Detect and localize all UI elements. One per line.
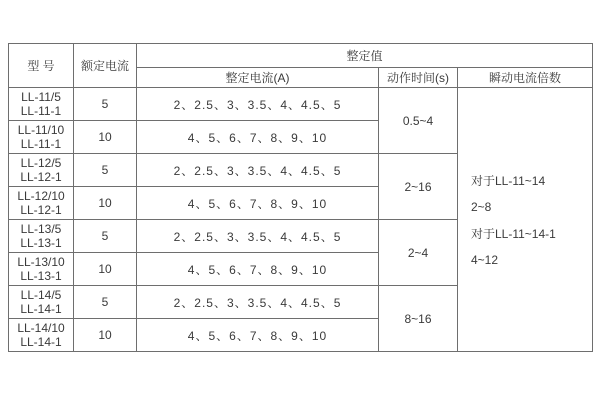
rated-current-cell: 5 (74, 154, 137, 187)
rated-current-cell: 5 (74, 286, 137, 319)
model-line1: LL-12/10 (17, 189, 65, 203)
model-line2: LL-13-1 (20, 269, 62, 283)
model-line2: LL-13-1 (20, 236, 62, 250)
setting-current-cell: 2、2.5、3、3.5、4、4.5、5 (137, 154, 379, 187)
rated-current-cell: 10 (74, 187, 137, 220)
model-cell (9, 154, 74, 187)
model-cell (9, 319, 74, 352)
model-line1: LL-14/10 (17, 321, 65, 335)
instant-multiple-cell (458, 88, 593, 352)
operate-time-cell: 0.5~4 (379, 88, 458, 154)
operate-time-cell: 2~4 (379, 220, 458, 286)
table-row (9, 88, 593, 121)
operate-time-cell: 8~16 (379, 286, 458, 352)
model-line1: LL-13/10 (17, 255, 65, 269)
rated-current-cell: 5 (74, 220, 137, 253)
setting-current-cell: 2、2.5、3、3.5、4、4.5、5 (137, 88, 379, 121)
setting-current-cell: 4、5、6、7、8、9、10 (137, 187, 379, 220)
model-cell (9, 253, 74, 286)
rated-current-cell: 10 (74, 319, 137, 352)
model-line2: LL-12-1 (20, 203, 62, 217)
model-line1: LL-14/5 (20, 288, 62, 302)
rated-current-cell: 10 (74, 121, 137, 154)
spec-table (8, 43, 593, 352)
setting-current-cell: 2、2.5、3、3.5、4、4.5、5 (137, 220, 379, 253)
setting-current-cell: 4、5、6、7、8、9、10 (137, 121, 379, 154)
model-line2: LL-14-1 (20, 302, 62, 316)
operate-time-cell: 2~16 (379, 154, 458, 220)
model-line2: LL-14-1 (20, 335, 62, 349)
setting-current-cell: 4、5、6、7、8、9、10 (137, 319, 379, 352)
header-rated-current: 额定电流 (74, 44, 137, 88)
model-cell (9, 187, 74, 220)
model-line1: LL-11/5 (21, 90, 61, 104)
model-line1: LL-11/10 (17, 123, 65, 137)
model-line2: LL-12-1 (20, 170, 62, 184)
header-operate-time: 动作时间(s) (379, 68, 458, 88)
model-cell (9, 220, 74, 253)
model-cell (9, 121, 74, 154)
instant-line: 对于LL-11~14 (471, 174, 546, 188)
setting-current-cell: 2、2.5、3、3.5、4、4.5、5 (137, 286, 379, 319)
header-setting-value: 整定值 (137, 44, 593, 68)
rated-current-cell: 10 (74, 253, 137, 286)
instant-line: 对于LL-11~14-1 (471, 227, 556, 241)
header-setting-current: 整定电流(A) (137, 68, 379, 88)
model-line2: LL-11-1 (20, 137, 62, 151)
header-instant-multiple: 瞬动电流倍数 (458, 68, 593, 88)
model-cell (9, 286, 74, 319)
rated-current-cell: 5 (74, 88, 137, 121)
model-cell (9, 88, 74, 121)
model-line2: LL-11-1 (20, 104, 62, 118)
instant-line: 2~8 (471, 200, 492, 214)
instant-multiple-text (458, 172, 592, 267)
header-model: 型 号 (9, 44, 74, 88)
instant-line: 4~12 (471, 253, 499, 267)
model-line1: LL-12/5 (20, 156, 62, 170)
header-row-top (9, 44, 593, 68)
setting-current-cell: 4、5、6、7、8、9、10 (137, 253, 379, 286)
model-line1: LL-13/5 (20, 222, 62, 236)
